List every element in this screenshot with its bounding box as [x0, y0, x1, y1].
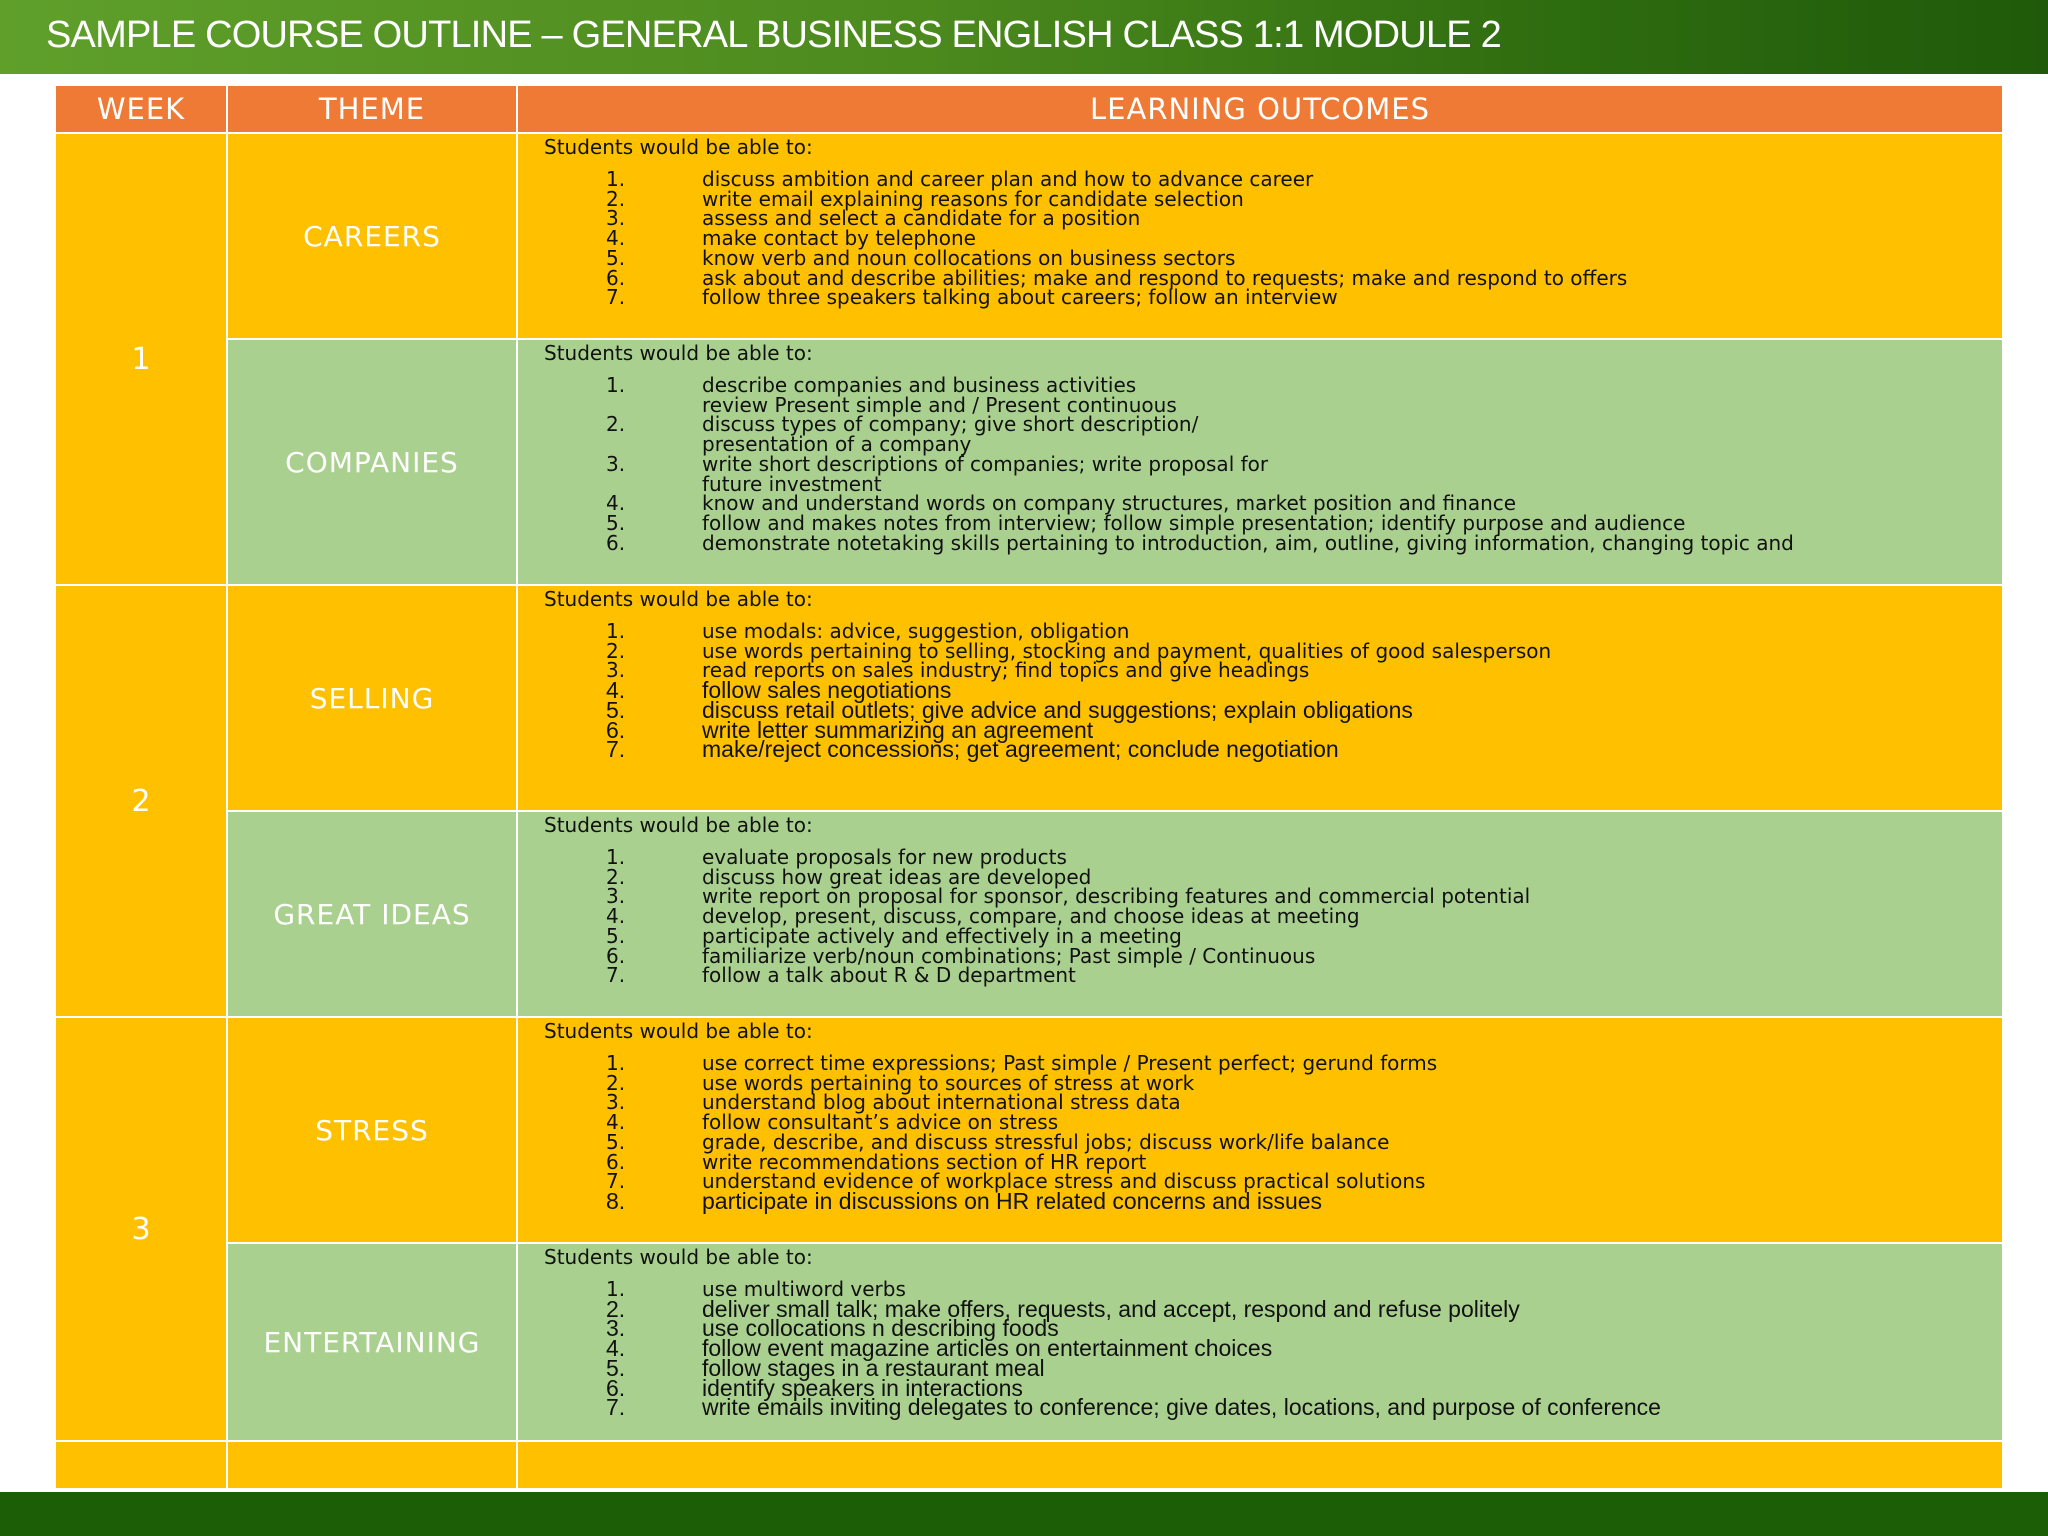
list-item-number: 1. — [606, 845, 626, 869]
footer-bar — [0, 1492, 2048, 1536]
outcomes-list — [518, 619, 2002, 763]
list-item-number: 6. — [606, 716, 626, 743]
list-item-number: 5. — [606, 1354, 626, 1381]
theme-name: SELLING — [227, 585, 517, 811]
outcomes-list — [518, 1277, 2002, 1421]
list-item-number: 1. — [606, 619, 626, 643]
list-item-number: 2. — [606, 1070, 626, 1095]
list-item-number: 2. — [606, 1295, 626, 1322]
header-week: WEEK — [55, 85, 227, 133]
list-item-number: 6. — [606, 1149, 626, 1174]
list-item — [518, 285, 2002, 310]
list-item-number: 7. — [606, 963, 626, 988]
list-item-text: grade, describe, and discuss stressful jobs; discuss work/life balance — [702, 1129, 1390, 1154]
list-item-number: 6. — [606, 1374, 626, 1401]
list-item-text: participate actively and effectively in a meeting — [702, 923, 1182, 948]
table-row — [55, 1243, 2003, 1441]
list-item-number: 4. — [606, 491, 626, 516]
header-row — [55, 85, 2003, 133]
list-item-number: 2. — [606, 186, 626, 211]
title-bar — [0, 0, 2048, 74]
list-item-number: 4. — [606, 1335, 626, 1362]
list-item-number: 7. — [606, 1169, 626, 1194]
empty-row — [55, 1441, 2003, 1489]
list-item-number: 4. — [606, 226, 626, 251]
list-item-number: 3. — [606, 206, 626, 231]
list-item-text: use words pertaining to sources of stress at work — [702, 1070, 1195, 1095]
list-item-text: follow a talk about R & D department — [702, 963, 1076, 988]
list-item-text: discuss types of company; give short description/ — [702, 412, 1199, 437]
outcomes-intro: Students would be able to: — [544, 587, 813, 611]
list-item-number: 1. — [606, 167, 626, 191]
list-item — [518, 736, 2002, 763]
list-item-text: follow event magazine articles on entertainment choices — [702, 1335, 1273, 1362]
list-item-text: familiarize verb/noun combinations; Past simple / Continuous — [702, 943, 1316, 968]
list-item-text: understand evidence of workplace stress and discuss practical solutions — [702, 1169, 1426, 1194]
list-item-text: use modals: advice, suggestion, obligation — [702, 619, 1130, 643]
empty-cell — [227, 1441, 517, 1489]
list-item-text: know verb and noun collocations on business sectors — [702, 245, 1236, 270]
week-number: 2 — [55, 585, 227, 1017]
list-item-text: know and understand words on company structures, market position and finance — [702, 491, 1517, 516]
list-item-text: write email explaining reasons for candidate selection — [702, 186, 1244, 211]
list-item-number: 7. — [606, 736, 626, 763]
list-item-number: 4. — [606, 1110, 626, 1135]
list-item — [518, 530, 2002, 555]
theme-name: CAREERS — [227, 133, 517, 339]
list-item-text: describe companies and business activities — [702, 373, 1137, 397]
outcomes-intro: Students would be able to: — [544, 135, 813, 159]
list-item-number: 4. — [606, 677, 626, 704]
list-item-number: 4. — [606, 904, 626, 929]
list-item-text: use collocations n describing foods — [702, 1315, 1059, 1342]
list-item-number: 1. — [606, 1051, 626, 1075]
list-item-text: write recommendations section of HR report — [702, 1149, 1147, 1174]
list-item-number: 3. — [606, 1315, 626, 1342]
list-item-text: write short descriptions of companies; write proposal for — [702, 451, 1269, 476]
list-item-text: future investment — [702, 471, 882, 496]
list-item-text: follow sales negotiations — [702, 677, 952, 704]
outcomes-intro: Students would be able to: — [544, 1019, 813, 1043]
list-item-number: 3. — [606, 1090, 626, 1115]
table-row — [55, 133, 2003, 339]
outcomes-list — [518, 373, 2002, 555]
list-item-text: presentation of a company — [702, 432, 972, 457]
theme-name: COMPANIES — [227, 339, 517, 585]
empty-cell — [517, 1441, 2003, 1489]
theme-name: STRESS — [227, 1017, 517, 1243]
course-outline-table — [54, 84, 2004, 1490]
table-row — [55, 585, 2003, 811]
list-item-text: develop, present, discuss, compare, and choose ideas at meeting — [702, 904, 1360, 929]
table-row — [55, 339, 2003, 585]
outcomes-list — [518, 167, 2002, 310]
list-item-text: use words pertaining to selling, stocking and payment, qualities of good salesperson — [702, 638, 1552, 663]
empty-cell — [55, 1441, 227, 1489]
list-item-number: 5. — [606, 1129, 626, 1154]
header-learning-outcomes: LEARNING OUTCOMES — [517, 85, 2003, 133]
outcomes-list — [518, 1051, 2002, 1214]
week-number: 3 — [55, 1017, 227, 1441]
list-item-number: 2. — [606, 638, 626, 663]
list-item — [518, 1187, 2002, 1214]
list-item-text: ask about and describe abilities; make and respond to requests; make and respond to offers — [702, 265, 1628, 290]
list-item-text: follow stages in a restaurant meal — [702, 1354, 1045, 1381]
outcomes-intro: Students would be able to: — [544, 1245, 813, 1269]
learning-outcomes-cell — [517, 339, 2003, 585]
theme-name: GREAT IDEAS — [227, 811, 517, 1017]
list-item-number: 1. — [606, 373, 626, 397]
week-number: 1 — [55, 133, 227, 585]
table-row — [55, 811, 2003, 1017]
outline-body — [55, 133, 2003, 1489]
learning-outcomes-cell — [517, 133, 2003, 339]
table-row — [55, 1017, 2003, 1243]
list-item-text: discuss retail outlets; give advice and suggestions; explain obligations — [702, 696, 1413, 723]
learning-outcomes-cell — [517, 1017, 2003, 1243]
list-item-number: 7. — [606, 1394, 626, 1421]
outcomes-intro: Students would be able to: — [544, 341, 813, 365]
list-item-text: discuss how great ideas are developed — [702, 864, 1092, 889]
list-item-number: 5. — [606, 245, 626, 270]
list-item-number: 8. — [606, 1187, 626, 1214]
list-item-number: 5. — [606, 923, 626, 948]
page-title: SAMPLE COURSE OUTLINE – GENERAL BUSINESS ENGLISH CLASS 1:1 MODULE 2 — [46, 14, 1501, 56]
learning-outcomes-cell — [517, 585, 2003, 811]
list-item-text: review Present simple and / Present continuous — [702, 392, 1177, 417]
list-item-text: write letter summarizing an agreement — [702, 716, 1094, 743]
list-item — [518, 1394, 2002, 1421]
list-item-text: discuss ambition and career plan and how to advance career — [702, 167, 1314, 191]
list-item-text: follow three speakers talking about careers; follow an interview — [702, 285, 1338, 310]
list-item-number: 6. — [606, 265, 626, 290]
list-item-text: participate in discussions on HR related concerns and issues — [702, 1187, 1323, 1214]
theme-name: ENTERTAINING — [227, 1243, 517, 1441]
list-item-text: use correct time expressions; Past simple / Present perfect; gerund forms — [702, 1051, 1438, 1075]
list-item-number: 3. — [606, 884, 626, 909]
list-item-number: 2. — [606, 864, 626, 889]
list-item-text: assess and select a candidate for a position — [702, 206, 1141, 231]
list-item-number: 6. — [606, 530, 626, 555]
list-item-text: use multiword verbs — [702, 1277, 906, 1301]
list-item-text: demonstrate notetaking skills pertaining to introduction, aim, outline, giving information, changing topic and — [702, 530, 1794, 555]
list-item-text: make contact by telephone — [702, 226, 976, 251]
list-item-number: 7. — [606, 285, 626, 310]
list-item-number: 1. — [606, 1277, 626, 1301]
list-item-text: read reports on sales industry; find topics and give headings — [702, 658, 1310, 683]
learning-outcomes-cell — [517, 811, 2003, 1017]
list-item-number: 5. — [606, 696, 626, 723]
list-item-text: write emails inviting delegates to conference; give dates, locations, and purpose of conference — [702, 1394, 1661, 1421]
outcomes-intro: Students would be able to: — [544, 813, 813, 837]
list-item-text: evaluate proposals for new products — [702, 845, 1067, 869]
list-item-text: deliver small talk; make offers, requests, and accept, respond and refuse politely — [702, 1295, 1520, 1322]
header-theme: THEME — [227, 85, 517, 133]
list-item-text: follow and makes notes from interview; follow simple presentation; identify purpose and audience — [702, 510, 1686, 535]
list-item-number: 3. — [606, 658, 626, 683]
list-item-text: identify speakers in interactions — [702, 1374, 1023, 1401]
list-item-number: 3. — [606, 451, 626, 476]
list-item-text: write report on proposal for sponsor, describing features and commercial potential — [702, 884, 1531, 909]
list-item-text: understand blog about international stress data — [702, 1090, 1181, 1115]
list-item — [518, 963, 2002, 988]
list-item-number: 6. — [606, 943, 626, 968]
list-item-text: make/reject concessions; get agreement; conclude negotiation — [702, 736, 1339, 763]
learning-outcomes-cell — [517, 1243, 2003, 1441]
list-item-number: 2. — [606, 412, 626, 437]
list-item-number: 5. — [606, 510, 626, 535]
outcomes-list — [518, 845, 2002, 988]
list-item-text: follow consultant’s advice on stress — [702, 1110, 1059, 1135]
